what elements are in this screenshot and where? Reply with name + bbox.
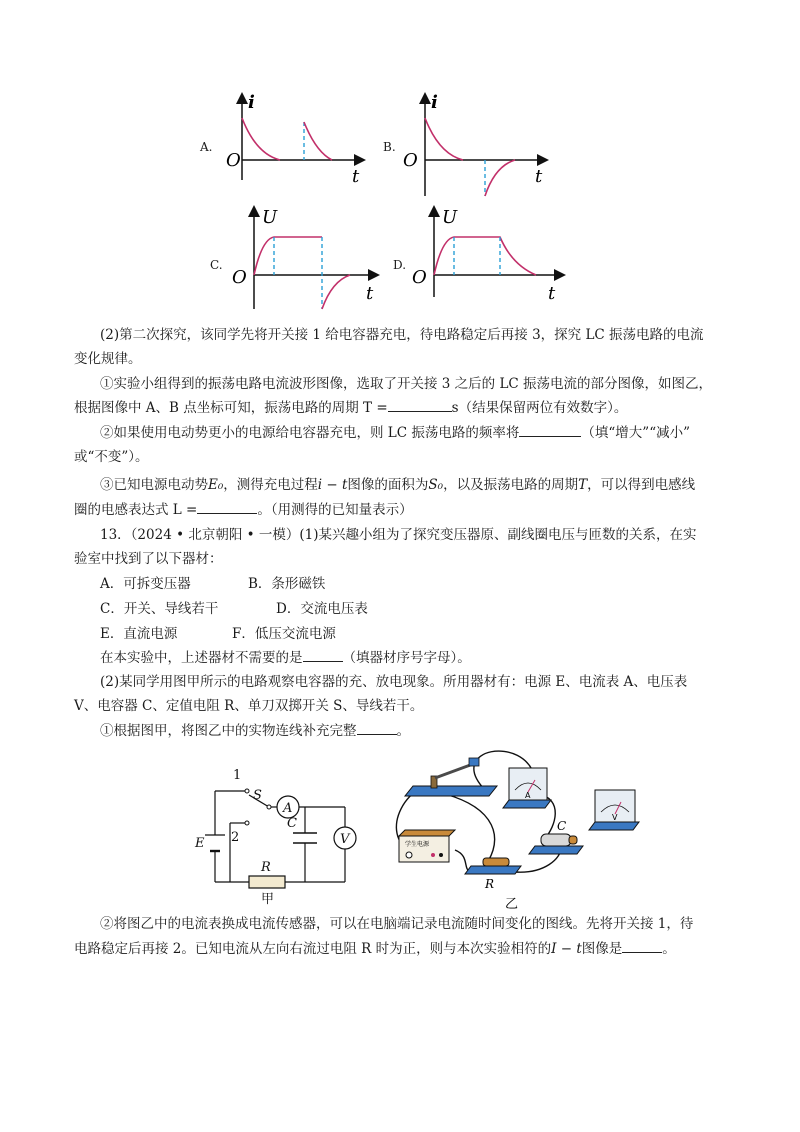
apparatus-illustration <box>385 738 645 918</box>
q12-s2-text-a: ②如果使用电动势更小的电源给电容器充电，则 LC 振荡电路的频率将 <box>100 425 520 441</box>
voltmeter-letter: V <box>612 813 618 822</box>
q13-ask-text-b: （填器材序号字母）。 <box>342 650 471 666</box>
q12-s2-line2: 或“不变”）。 <box>74 449 149 465</box>
origin-label: O <box>226 150 241 171</box>
q13-s1-text-a: ①根据图甲，将图乙中的实物连线补充完整 <box>100 723 357 739</box>
q12-s1-line2 <box>74 397 734 419</box>
area-symbol: S₀ <box>428 477 444 493</box>
q12-s3-line1 <box>100 474 760 496</box>
capacitor-cap <box>569 836 577 844</box>
label-r: R <box>261 860 271 875</box>
q12-s2-text-b: （填“增大”“减小” <box>581 425 690 441</box>
q12-s3-text-d: ，以及振荡电路的周期 <box>443 477 579 493</box>
switch-board-icon <box>405 786 497 796</box>
equipment-answer-blank[interactable] <box>303 647 343 662</box>
q13-s2-line1: ②将图乙中的电流表换成电流传感器，可以在电脑端记录电流随时间变化的图线。先将开关接 1，待 <box>100 916 694 932</box>
switch-lever <box>435 764 473 778</box>
q13-option-e: E．直流电源 <box>100 626 178 642</box>
power-supply-icon <box>399 836 449 862</box>
period-answer-blank[interactable] <box>388 397 452 412</box>
label-s: S <box>253 788 262 803</box>
decay-curve <box>425 118 463 160</box>
caption-jia: 甲 <box>261 892 275 907</box>
supply-top <box>399 830 455 836</box>
circuit-diagram <box>165 765 365 905</box>
negative-curve <box>322 275 350 309</box>
supply-terminal-pos <box>431 853 435 857</box>
graph-c <box>232 205 382 315</box>
switch-handle <box>469 758 479 766</box>
y-axis-label: i <box>431 92 438 113</box>
decay-curve-2 <box>304 122 332 160</box>
option-a-label: A. <box>200 140 213 154</box>
label-2: 2 <box>231 830 240 845</box>
frequency-answer-blank[interactable] <box>519 422 581 437</box>
q12-part2-line2: 变化规律。 <box>74 351 142 367</box>
q12-s1-text-b: s（结果保留两位有效数字）。 <box>451 400 628 416</box>
q13-option-f: F．低压交流电源 <box>232 626 336 642</box>
q13-part2-line2: V、电容器 C、定值电阻 R、单刀双掷开关 S、导线若干。 <box>74 698 424 714</box>
it-symbol: i − t <box>317 477 348 493</box>
wiring-answer-blank[interactable] <box>357 720 397 735</box>
q12-s3-text-g: 。（用测得的已知量表示） <box>257 502 413 518</box>
resistor-letter: R <box>485 877 495 891</box>
y-axis-label: i <box>248 92 255 113</box>
graph-answer-blank[interactable] <box>622 938 662 953</box>
charge-discharge-curve <box>434 237 536 275</box>
emf-symbol: E₀ <box>208 477 224 493</box>
label-1: 1 <box>233 768 242 783</box>
charge-curve <box>254 237 322 275</box>
label-e: E <box>195 836 205 851</box>
graph-a <box>220 92 370 187</box>
graph-d <box>412 205 572 305</box>
q12-s3-text-a: ③已知电源电动势 <box>100 477 208 493</box>
q12-s1-text-a: 根据图像中 A、B 点坐标可知，振荡电路的周期 T = <box>74 400 388 416</box>
ammeter-letter: A <box>525 791 531 800</box>
inductance-answer-blank[interactable] <box>197 499 257 514</box>
caption-yi: 乙 <box>505 897 519 912</box>
q13-ask-line <box>100 647 760 669</box>
q12-s1-line1: ①实验小组得到的振荡电路电流波形图像，选取了开关接 3 之后的 LC 振荡电流的部分图像，如图乙， <box>100 376 713 392</box>
capacitor-base <box>529 846 583 854</box>
q13-head-line2: 验室中找到了以下器材： <box>74 551 223 567</box>
q13-option-a: A．可拆变压器 <box>100 576 191 592</box>
label-a: A <box>283 801 293 816</box>
resistor-icon <box>249 876 285 888</box>
contact-2 <box>245 821 249 825</box>
supply-knob <box>406 852 412 858</box>
ammeter-base <box>503 800 551 808</box>
capacitor-letter: C <box>557 819 567 833</box>
q13-s2-line2 <box>74 938 734 960</box>
q12-part2-line1: (2)第二次探究，该同学先将开关接 1 给电容器充电，待电路稳定后再接 3，探究 LC 振荡电路的电流 <box>100 327 704 343</box>
q13-s2-text-b: 图像是 <box>581 941 623 957</box>
label-c: C <box>287 816 297 831</box>
y-axis-label: U <box>262 207 278 228</box>
decay-curve <box>242 118 280 160</box>
q13-ask-text-a: 在本实验中，上述器材不需要的是 <box>100 650 303 666</box>
negative-curve <box>485 160 515 196</box>
origin-label: O <box>232 267 247 288</box>
resistor-base <box>465 866 521 874</box>
y-axis-label: U <box>442 207 458 228</box>
it-graph-symbol: I − t <box>551 941 582 957</box>
q12-s3-text-c: 图像的面积为 <box>347 477 429 493</box>
q13-part2-line1: (2)某同学用图甲所示的电路观察电容器的充、放电现象。所用器材有：电源 E、电流表 A、电压表 <box>100 674 688 690</box>
graph-b <box>403 92 553 202</box>
supply-label: 学生电源 <box>405 841 430 848</box>
x-axis-label: t <box>366 283 374 304</box>
q12-s2-line1 <box>100 422 760 444</box>
q12-s3-text-b: ，测得充电过程 <box>223 477 318 493</box>
origin-label: O <box>403 150 418 171</box>
x-axis-label: t <box>548 283 556 304</box>
x-axis-label: t <box>352 166 360 187</box>
resistor-device-icon <box>483 858 509 866</box>
supply-terminal-neg <box>439 853 443 857</box>
q13-s2-text-a: 电路稳定后再接 2。已知电流从左向右流过电阻 R 时为正，则与本次实验相符的 <box>74 941 552 957</box>
q13-option-c: C．开关、导线若干 <box>100 601 219 617</box>
q12-s3-line2 <box>74 499 734 521</box>
period-symbol: T <box>578 477 588 493</box>
option-c-label: C. <box>210 258 223 272</box>
switch-pivot <box>267 805 271 809</box>
q13-s1-text-b: 。 <box>396 723 410 739</box>
origin-label: O <box>412 267 427 288</box>
q13-s2-text-c: 。 <box>662 941 676 957</box>
q12-s3-text-f: 圈的电感表达式 L = <box>74 502 198 518</box>
q13-option-b: B．条形磁铁 <box>248 576 326 592</box>
contact-1 <box>245 789 249 793</box>
voltmeter-base <box>589 822 639 830</box>
label-v: V <box>340 832 350 847</box>
q12-s3-text-e: ，可以得到电感线 <box>587 477 696 493</box>
q13-option-d: D．交流电压表 <box>276 601 368 617</box>
option-d-label: D. <box>393 258 407 272</box>
capacitor-device-icon <box>541 834 571 846</box>
q13-head-line1: 13．（2024 • 北京朝阳 • 一模）(1)某兴趣小组为了探究变压器原、副线圈电压与匝数的关系，在实 <box>100 527 697 543</box>
option-b-label: B. <box>383 140 396 154</box>
x-axis-label: t <box>535 166 543 187</box>
